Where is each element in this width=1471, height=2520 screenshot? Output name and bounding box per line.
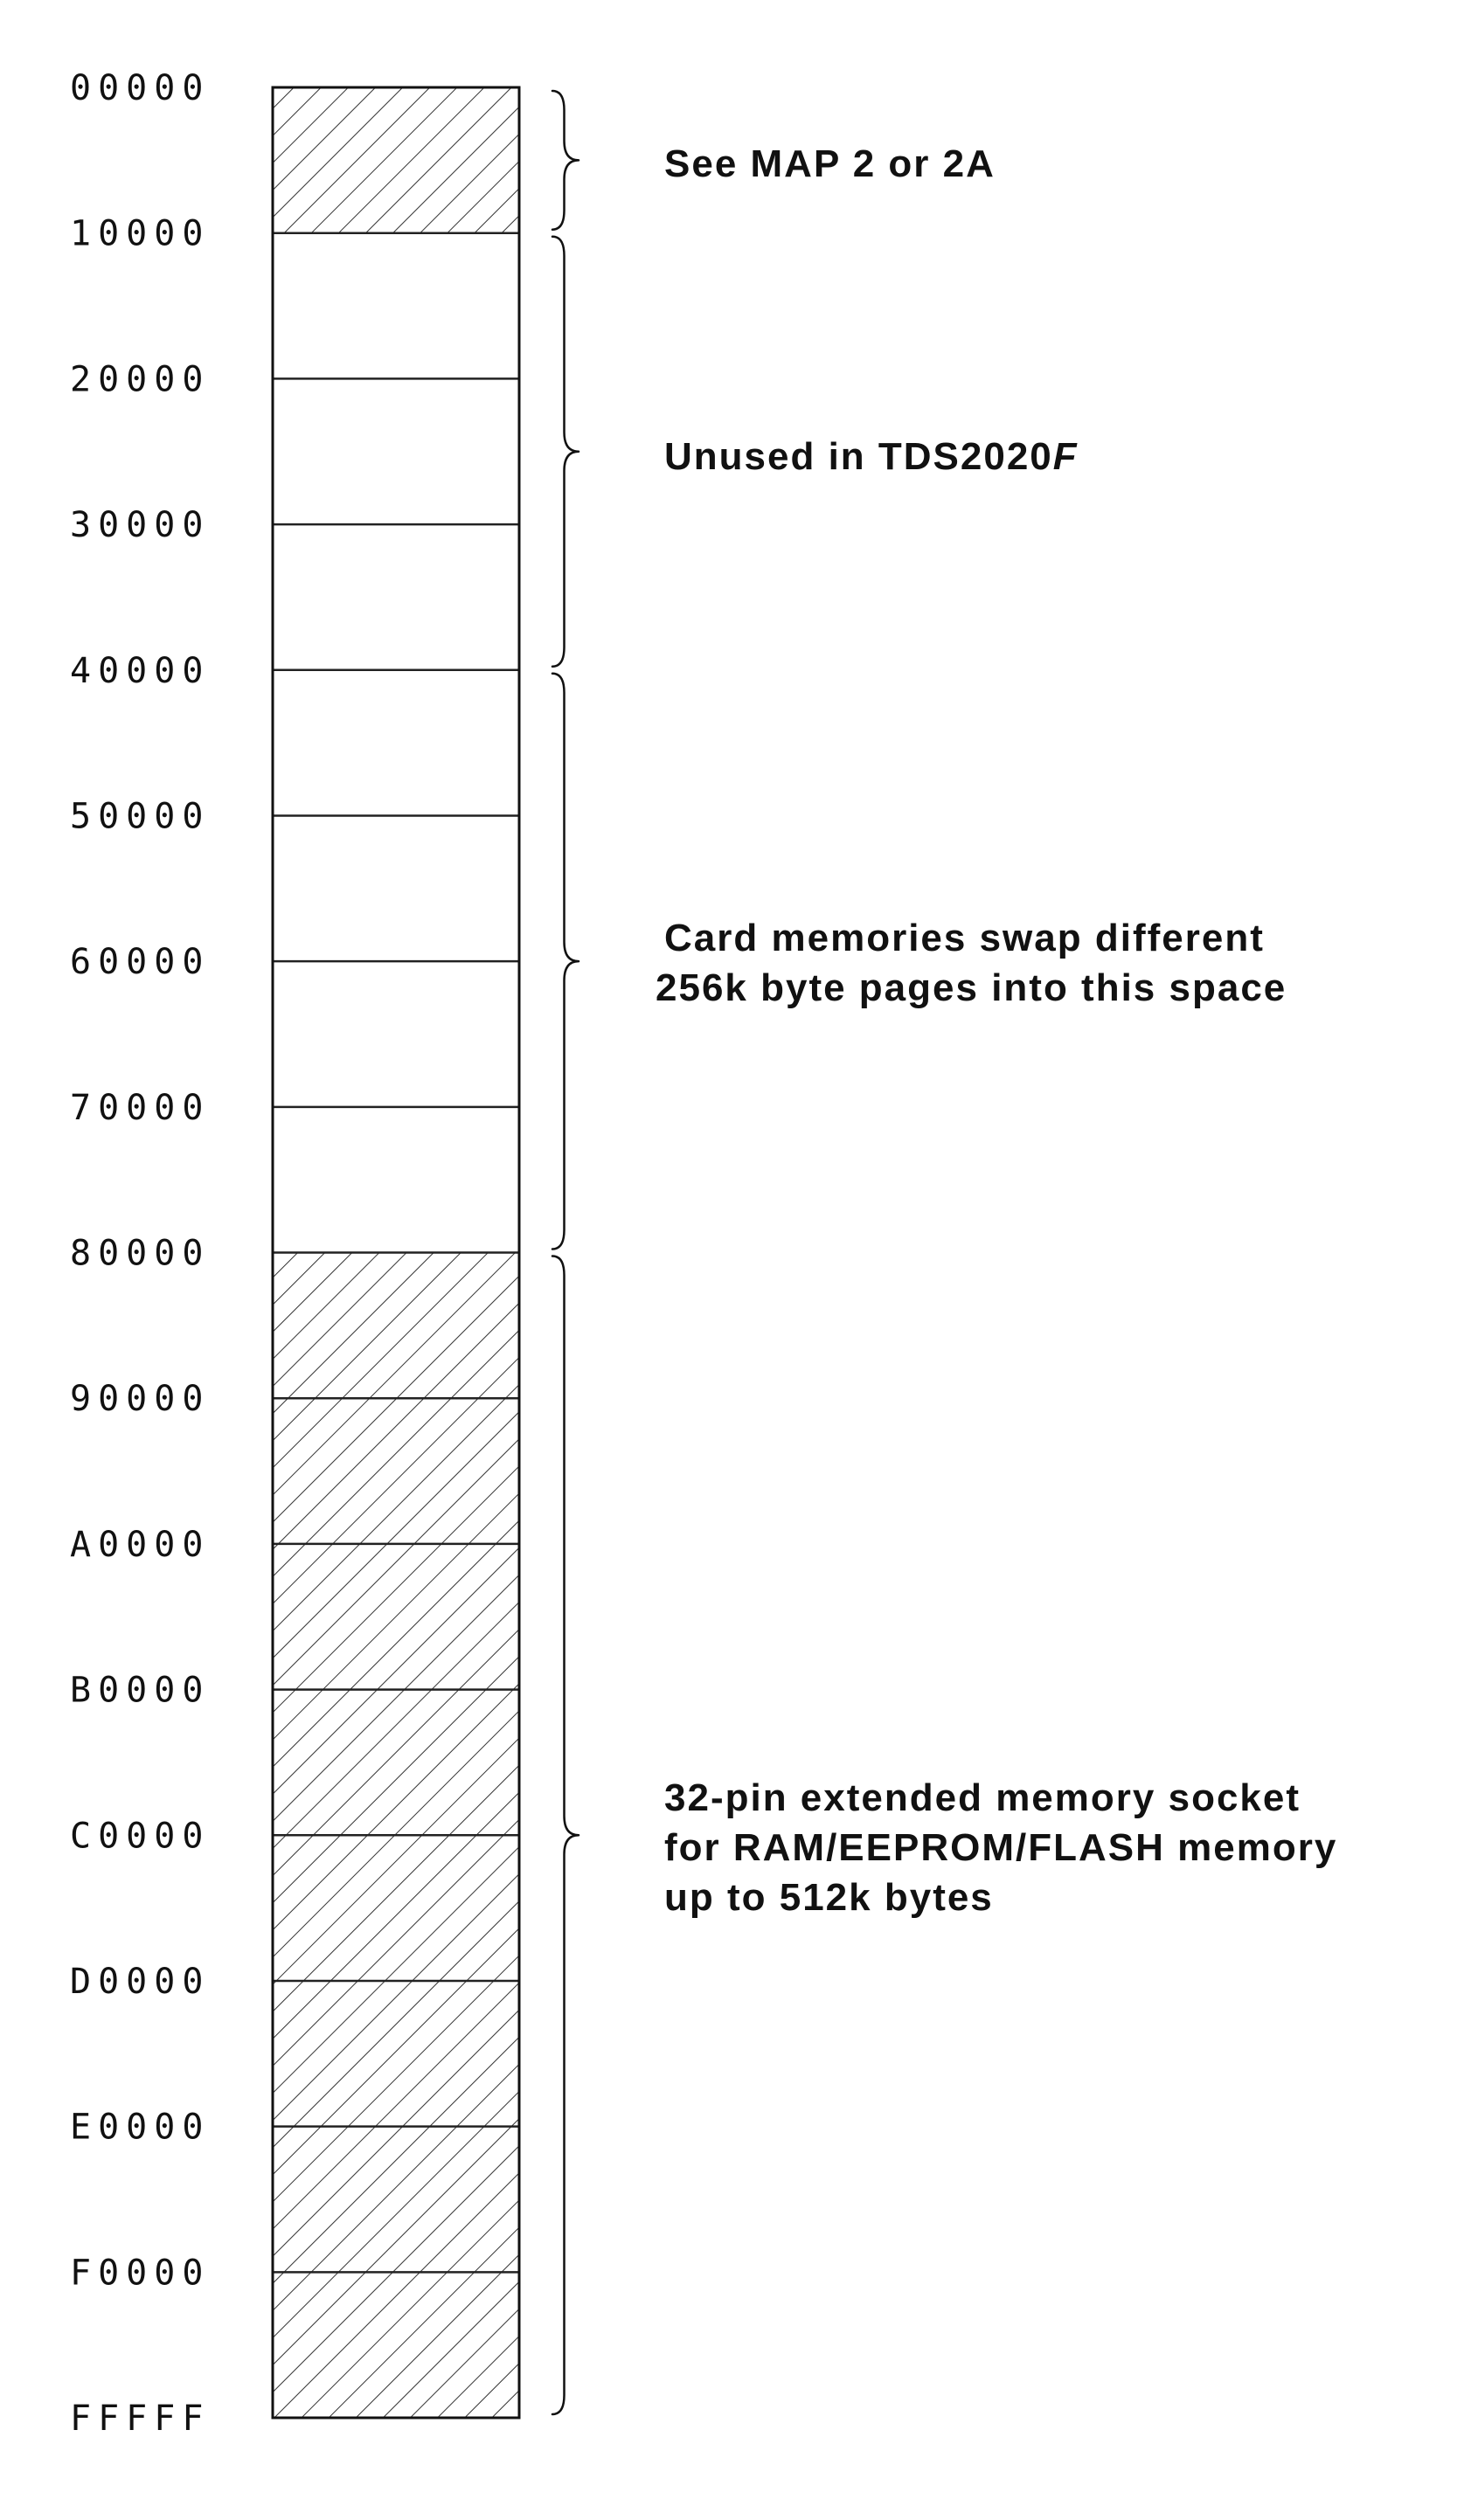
address-label-80000: 80000 (70, 1233, 211, 1274)
address-label-20000: 20000 (70, 359, 211, 400)
memory-segment-a0000 (273, 1544, 519, 1690)
address-label-b0000: B0000 (70, 1670, 211, 1711)
address-label-10000: 10000 (70, 213, 211, 254)
region-note-extended-socket: 32-pin extended memory socket for RAM/EEPROM/FLASH memory up to 512k bytes (664, 1776, 1338, 1919)
region-brace-1 (552, 91, 579, 230)
memory-segment-00000 (273, 87, 519, 233)
memory-segment-70000 (273, 1107, 519, 1253)
address-label-60000: 60000 (70, 942, 211, 983)
address-label-90000: 90000 (70, 1379, 211, 1420)
region-braces (552, 91, 579, 2414)
memory-segment-30000 (273, 524, 519, 670)
memory-segment-80000 (273, 1253, 519, 1399)
address-label-a0000: A0000 (70, 1524, 211, 1565)
memory-segment-40000 (273, 670, 519, 816)
address-label-50000: 50000 (70, 796, 211, 837)
memory-segment-20000 (273, 378, 519, 524)
memory-segment-10000 (273, 233, 519, 379)
memory-segment-50000 (273, 815, 519, 961)
region-note-unused: Unused in TDS2020F (664, 435, 1079, 478)
region-brace-3 (552, 674, 579, 1250)
address-label-d0000: D0000 (70, 1961, 211, 2002)
address-label-fffff: FFFFF (70, 2399, 211, 2439)
address-label-e0000: E0000 (70, 2107, 211, 2148)
region-note-boot: See MAP 2 or 2A (664, 142, 996, 185)
address-label-30000: 30000 (70, 505, 211, 546)
region-brace-4 (552, 1257, 579, 2415)
address-label-c0000: C0000 (70, 1816, 211, 1857)
memory-segment-90000 (273, 1398, 519, 1544)
memory-segment-d0000 (273, 1981, 519, 2127)
memory-segment-b0000 (273, 1690, 519, 1836)
memory-segment-e0000 (273, 2127, 519, 2273)
address-label-f0000: F0000 (70, 2253, 211, 2294)
memory-segment-c0000 (273, 1835, 519, 1981)
address-labels (70, 68, 210, 2439)
memory-segment-60000 (273, 961, 519, 1107)
address-label-40000: 40000 (70, 650, 211, 691)
region-brace-2 (552, 237, 579, 667)
memory-segment-f0000 (273, 2272, 519, 2418)
address-label-70000: 70000 (70, 1087, 211, 1128)
address-label-00000: 00000 (70, 68, 211, 108)
region-note-card-memory: Card memories swap different 256k byte pages into this space (656, 917, 1287, 1009)
